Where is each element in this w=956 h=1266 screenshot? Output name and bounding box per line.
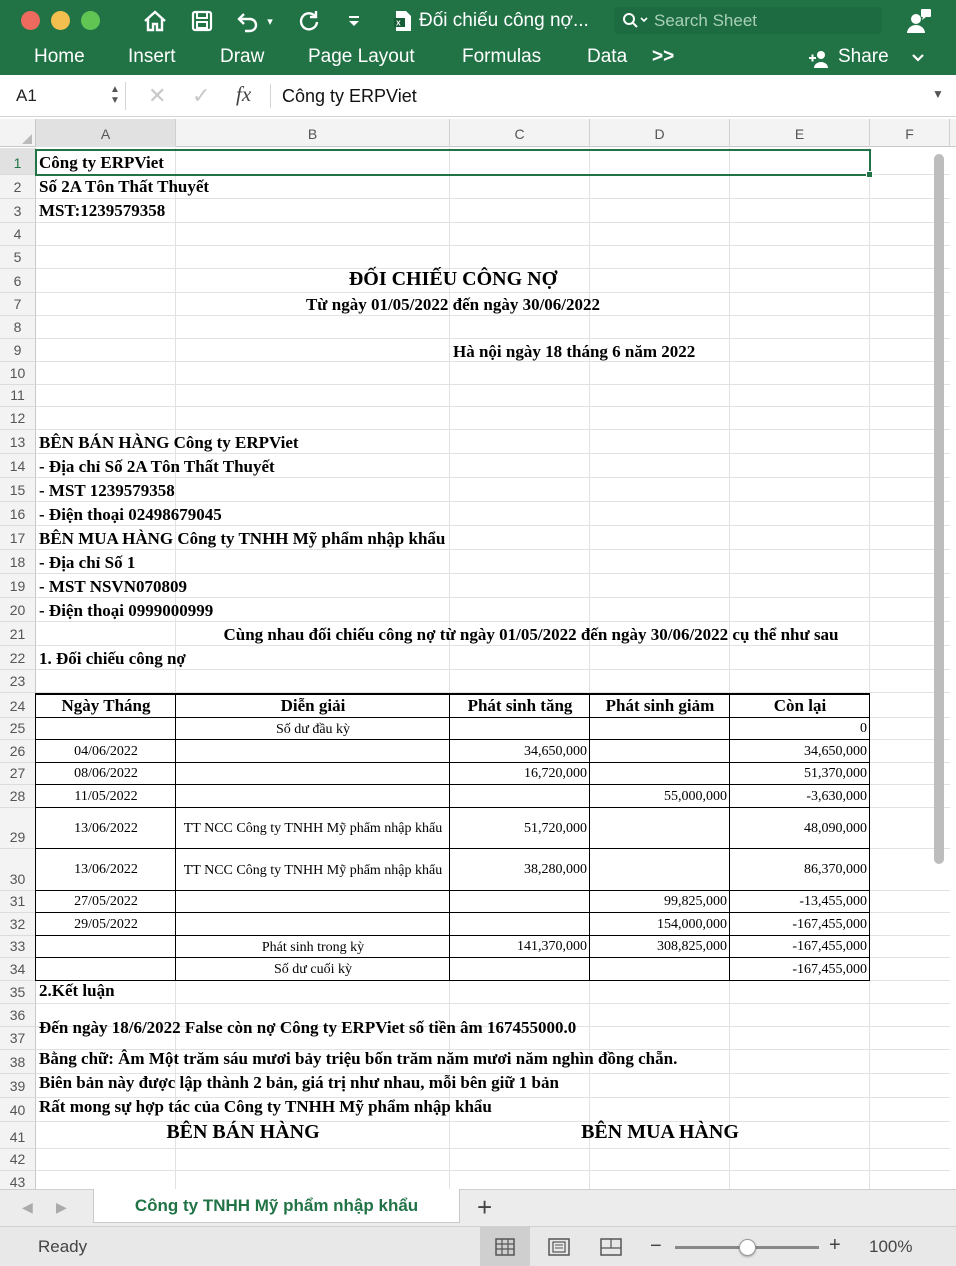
row-header[interactable]: 8	[0, 316, 36, 339]
title-bar	[0, 0, 956, 42]
column-header[interactable]: A	[36, 119, 176, 147]
active-cell-selection[interactable]	[35, 149, 871, 176]
section-1-heading[interactable]: 1. Đối chiếu công nợ	[39, 649, 186, 668]
conclusion-line[interactable]: Đến ngày 18/6/2022 False còn nợ Công ty ERPViet số tiền âm 167455000.0	[39, 1017, 577, 1037]
table-cell[interactable]	[176, 740, 450, 763]
row-header[interactable]: 19	[0, 574, 36, 598]
column-header[interactable]: D	[590, 119, 730, 147]
row-header[interactable]: 2	[0, 175, 36, 199]
table-cell[interactable]: 86,370,000	[804, 862, 867, 877]
buyer-address[interactable]: - Địa chỉ Số 1	[39, 553, 136, 572]
status-bar	[0, 1226, 956, 1266]
row-header[interactable]: 41	[0, 1122, 36, 1149]
table-header-cell[interactable]: Còn lại	[773, 695, 827, 715]
table-cell[interactable]	[590, 958, 730, 981]
table-cell[interactable]: 38,280,000	[524, 862, 587, 877]
table-header-cell[interactable]: Ngày Tháng	[61, 695, 151, 715]
table-cell[interactable]: -13,455,000	[799, 894, 867, 909]
sheet-tab-active[interactable]: Công ty TNHH Mỹ phẩm nhập khẩu	[93, 1189, 460, 1223]
table-cell[interactable]: Số dư đầu kỳ	[275, 721, 351, 737]
table-cell[interactable]	[176, 913, 450, 936]
table-cell[interactable]	[590, 740, 730, 763]
row-header[interactable]: 30	[0, 849, 36, 891]
prev-sheet-icon[interactable]: ◀	[22, 1199, 33, 1215]
worksheet-grid[interactable]	[0, 119, 956, 1189]
buyer-signature[interactable]: BÊN MUA HÀNG	[581, 1121, 739, 1143]
amount-in-words[interactable]: Bằng chữ: Âm Một trăm sáu mươi bảy triệu bốn trăm năm mươi năm nghìn đồng chẵn.	[39, 1049, 678, 1068]
cancel-icon[interactable]: ✕	[148, 83, 167, 108]
table-cell[interactable]: 11/05/2022	[74, 788, 138, 804]
row-header[interactable]: 21	[0, 622, 36, 646]
select-all-corner[interactable]	[0, 119, 36, 147]
normal-view-button[interactable]	[480, 1227, 530, 1266]
copies-line[interactable]: Biên bản này được lập thành 2 bản, giá trị như nhau, mỗi bên giữ 1 bản	[39, 1073, 559, 1092]
zoom-slider-thumb[interactable]	[739, 1239, 756, 1256]
column-header[interactable]: C	[450, 119, 590, 147]
share-label: Share	[838, 45, 889, 67]
place-date[interactable]: Hà nội ngày 18 tháng 6 năm 2022	[453, 342, 696, 361]
formula-divider	[270, 84, 271, 108]
page-layout-view-button[interactable]	[548, 1238, 570, 1261]
table-cell[interactable]: Số dư cuối kỳ	[274, 962, 352, 977]
table-header-cell[interactable]: Phát sinh giảm	[605, 695, 715, 715]
thanks-line[interactable]: Rất mong sự hợp tác của Công ty TNHH Mỹ phẩm nhập khẩu	[39, 1097, 492, 1116]
search-placeholder: Search Sheet	[654, 11, 758, 30]
row-header[interactable]: 27	[0, 763, 36, 785]
tab-page-layout[interactable]: Page Layout	[308, 46, 415, 67]
table-cell[interactable]: -167,455,000	[792, 939, 867, 954]
table-cell[interactable]	[36, 958, 176, 981]
minimize-window-button[interactable]	[51, 11, 70, 30]
row-header[interactable]: 5	[0, 246, 36, 269]
row-header[interactable]: 42	[0, 1149, 36, 1171]
document-title[interactable]: ĐỐI CHIẾU CÔNG NỢ	[348, 268, 558, 290]
row-header[interactable]: 17	[0, 526, 36, 550]
table-cell[interactable]: -167,455,000	[792, 961, 867, 977]
table-cell[interactable]: -3,630,000	[806, 788, 867, 804]
row-header[interactable]: 23	[0, 670, 36, 693]
column-headers	[0, 119, 956, 147]
formula-input[interactable]: Công ty ERPViet	[282, 86, 417, 106]
formula-bar	[0, 75, 956, 117]
sheet-tab-bar	[0, 1189, 956, 1226]
cell-company[interactable]: Công ty ERPViet	[39, 153, 164, 172]
document-period[interactable]: Từ ngày 01/05/2022 đến ngày 30/06/2022	[305, 295, 601, 314]
name-box-value: A1	[16, 86, 37, 105]
row-header[interactable]: 38	[0, 1050, 36, 1074]
table-cell[interactable]: -167,455,000	[792, 916, 867, 932]
table-header-cell[interactable]: Phát sinh tăng	[467, 695, 573, 715]
tab-insert[interactable]: Insert	[128, 46, 176, 67]
table-cell[interactable]	[176, 785, 450, 808]
row-header[interactable]: 12	[0, 407, 36, 430]
search-icon	[620, 10, 652, 32]
collapse-ribbon-icon[interactable]	[906, 44, 930, 72]
cell-address[interactable]: Số 2A Tôn Thất Thuyết	[39, 177, 210, 196]
row-header[interactable]: 18	[0, 550, 36, 574]
table-cell[interactable]	[590, 808, 730, 849]
column-header[interactable]: E	[730, 119, 870, 147]
table-cell[interactable]: 29/05/2022	[74, 916, 138, 932]
row-header[interactable]: 24	[0, 693, 36, 718]
table-cell[interactable]	[450, 958, 590, 981]
table-cell[interactable]: 34,650,000	[804, 743, 867, 759]
row-header[interactable]: 10	[0, 362, 36, 385]
row-header[interactable]: 39	[0, 1074, 36, 1098]
row-header[interactable]: 43	[0, 1171, 36, 1189]
table-cell[interactable]: Phát sinh trong kỳ	[261, 939, 365, 955]
row-header[interactable]: 6	[0, 269, 36, 293]
row-header[interactable]: 29	[0, 808, 36, 849]
close-window-button[interactable]	[21, 11, 40, 30]
expand-formula-icon[interactable]: ▼	[932, 87, 944, 101]
enter-icon[interactable]: ✓	[192, 83, 211, 108]
table-cell[interactable]	[450, 718, 590, 740]
fill-handle[interactable]	[866, 171, 873, 178]
row-header[interactable]: 15	[0, 478, 36, 502]
row-header[interactable]: 36	[0, 1004, 36, 1027]
table-cell[interactable]: TT NCC Công ty TNHH Mỹ phẩm nhập khẩu	[183, 821, 443, 836]
seller-tax[interactable]: - MST 1239579358	[39, 481, 175, 500]
table-cell[interactable]	[450, 785, 590, 808]
table-cell[interactable]: 16,720,000	[524, 766, 587, 781]
table-header-cell[interactable]: Diễn giải	[280, 696, 346, 715]
row-header[interactable]: 33	[0, 936, 36, 958]
tab-home[interactable]: Home	[34, 46, 85, 67]
row-header[interactable]: 4	[0, 223, 36, 246]
table-cell[interactable]	[36, 936, 176, 958]
row-header[interactable]: 9	[0, 339, 36, 362]
save-icon[interactable]	[187, 6, 217, 36]
name-box-stepper[interactable]: ▲ ▼	[110, 84, 120, 106]
table-cell[interactable]: 141,370,000	[517, 939, 587, 954]
table-cell[interactable]	[450, 913, 590, 936]
table-cell[interactable]	[590, 849, 730, 891]
zoom-in-icon[interactable]: +	[829, 1234, 841, 1256]
table-cell[interactable]: 48,090,000	[804, 820, 867, 836]
row-header[interactable]: 35	[0, 981, 36, 1004]
row-header[interactable]: 16	[0, 502, 36, 526]
row-header[interactable]: 3	[0, 199, 36, 223]
table-cell[interactable]: 34,650,000	[524, 743, 587, 759]
row-header[interactable]: 20	[0, 598, 36, 622]
row-header[interactable]: 7	[0, 293, 36, 316]
row-header[interactable]: 32	[0, 913, 36, 936]
table-cell[interactable]: 55,000,000	[664, 788, 727, 804]
tab-draw[interactable]: Draw	[220, 46, 265, 67]
zoom-out-icon[interactable]: −	[650, 1235, 662, 1257]
insert-function-icon[interactable]: fx	[236, 82, 252, 106]
search-input[interactable]	[614, 7, 882, 34]
buyer-phone[interactable]: - Điện thoại 0999000999	[39, 601, 214, 620]
table-cell[interactable]: 308,825,000	[657, 939, 727, 954]
zoom-window-button[interactable]	[81, 11, 100, 30]
row-header[interactable]: 11	[0, 385, 36, 407]
table-cell[interactable]: 51,720,000	[524, 820, 587, 836]
table-cell[interactable]: 51,370,000	[804, 766, 867, 781]
customize-toolbar-icon[interactable]	[342, 8, 366, 34]
intro-line[interactable]: Cùng nhau đối chiếu công nợ từ ngày 01/05/2022 đến ngày 30/06/2022 cụ thể như sau	[223, 625, 839, 644]
name-box[interactable]	[4, 82, 126, 110]
account-icon[interactable]	[904, 6, 934, 36]
page-break-view-button[interactable]	[600, 1238, 622, 1261]
page-layout-icon	[548, 1238, 570, 1256]
tab-data[interactable]: Data	[587, 46, 628, 67]
row-header[interactable]: 25	[0, 718, 36, 740]
seller-line[interactable]: BÊN BÁN HÀNG Công ty ERPViet	[39, 433, 299, 452]
row-header[interactable]: 28	[0, 785, 36, 808]
window-title: Đối chiếu công nợ...	[419, 10, 589, 31]
buyer-tax[interactable]: - MST NSVN070809	[39, 577, 187, 596]
table-cell[interactable]: 13/06/2022	[74, 820, 138, 836]
row-header[interactable]: 1	[0, 148, 36, 175]
column-header[interactable]: F	[870, 119, 950, 147]
table-cell[interactable]	[176, 763, 450, 785]
column-header[interactable]: B	[176, 119, 450, 147]
buyer-line[interactable]: BÊN MUA HÀNG Công ty TNHH Mỹ phẩm nhập khẩu	[39, 529, 446, 548]
more-tabs-button[interactable]: >>	[652, 46, 675, 67]
share-button[interactable]	[808, 42, 889, 75]
table-cell[interactable]	[36, 718, 176, 740]
row-header[interactable]: 14	[0, 454, 36, 478]
add-person-icon	[808, 49, 834, 69]
next-sheet-icon[interactable]: ▶	[56, 1199, 67, 1215]
seller-phone[interactable]: - Điện thoại 02498679045	[39, 505, 222, 524]
section-2-heading[interactable]: 2.Kết luận	[39, 981, 115, 1000]
redo-icon[interactable]	[294, 6, 324, 36]
page-break-icon	[600, 1238, 622, 1256]
status-ready: Ready	[38, 1237, 88, 1256]
table-cell[interactable]: 154,000,000	[657, 916, 727, 932]
cell-tax-code[interactable]: MST:1239579358	[39, 201, 166, 220]
home-icon[interactable]	[140, 6, 170, 36]
undo-dropdown-icon[interactable]: ▾	[267, 15, 273, 28]
row-header[interactable]: 13	[0, 430, 36, 454]
seller-signature[interactable]: BÊN BÁN HÀNG	[166, 1121, 320, 1143]
undo-icon[interactable]	[233, 6, 263, 36]
table-cell[interactable]: 27/05/2022	[74, 894, 138, 909]
row-header[interactable]: 40	[0, 1098, 36, 1122]
row-header[interactable]: 22	[0, 646, 36, 670]
row-header[interactable]: 37	[0, 1027, 36, 1050]
grid-view-icon	[495, 1238, 515, 1256]
table-cell[interactable]: TT NCC Công ty TNHH Mỹ phẩm nhập khẩu	[183, 862, 443, 878]
svg-text:X: X	[396, 20, 401, 28]
table-cell[interactable]: 99,825,000	[664, 894, 727, 909]
excel-doc-icon	[392, 9, 414, 33]
vertical-scrollbar-thumb[interactable]	[934, 154, 944, 864]
zoom-slider[interactable]	[675, 1246, 819, 1249]
tab-formulas[interactable]: Formulas	[462, 46, 542, 67]
table-cell[interactable]	[590, 718, 730, 740]
table-cell[interactable]: 13/06/2022	[74, 862, 138, 877]
table-cell[interactable]	[450, 891, 590, 913]
row-header[interactable]: 26	[0, 740, 36, 763]
add-sheet-button[interactable]: +	[477, 1192, 493, 1222]
table-cell[interactable]	[590, 763, 730, 785]
row-header[interactable]: 31	[0, 891, 36, 913]
zoom-level[interactable]: 100%	[869, 1237, 913, 1256]
row-header[interactable]: 34	[0, 958, 36, 981]
table-cell[interactable]	[176, 891, 450, 913]
table-cell[interactable]: 08/06/2022	[74, 766, 138, 781]
seller-address[interactable]: - Địa chỉ Số 2A Tôn Thất Thuyết	[39, 457, 275, 476]
table-cell[interactable]: 04/06/2022	[74, 743, 138, 759]
ribbon-tabs	[0, 42, 956, 75]
table-cell[interactable]: 0	[860, 721, 867, 736]
